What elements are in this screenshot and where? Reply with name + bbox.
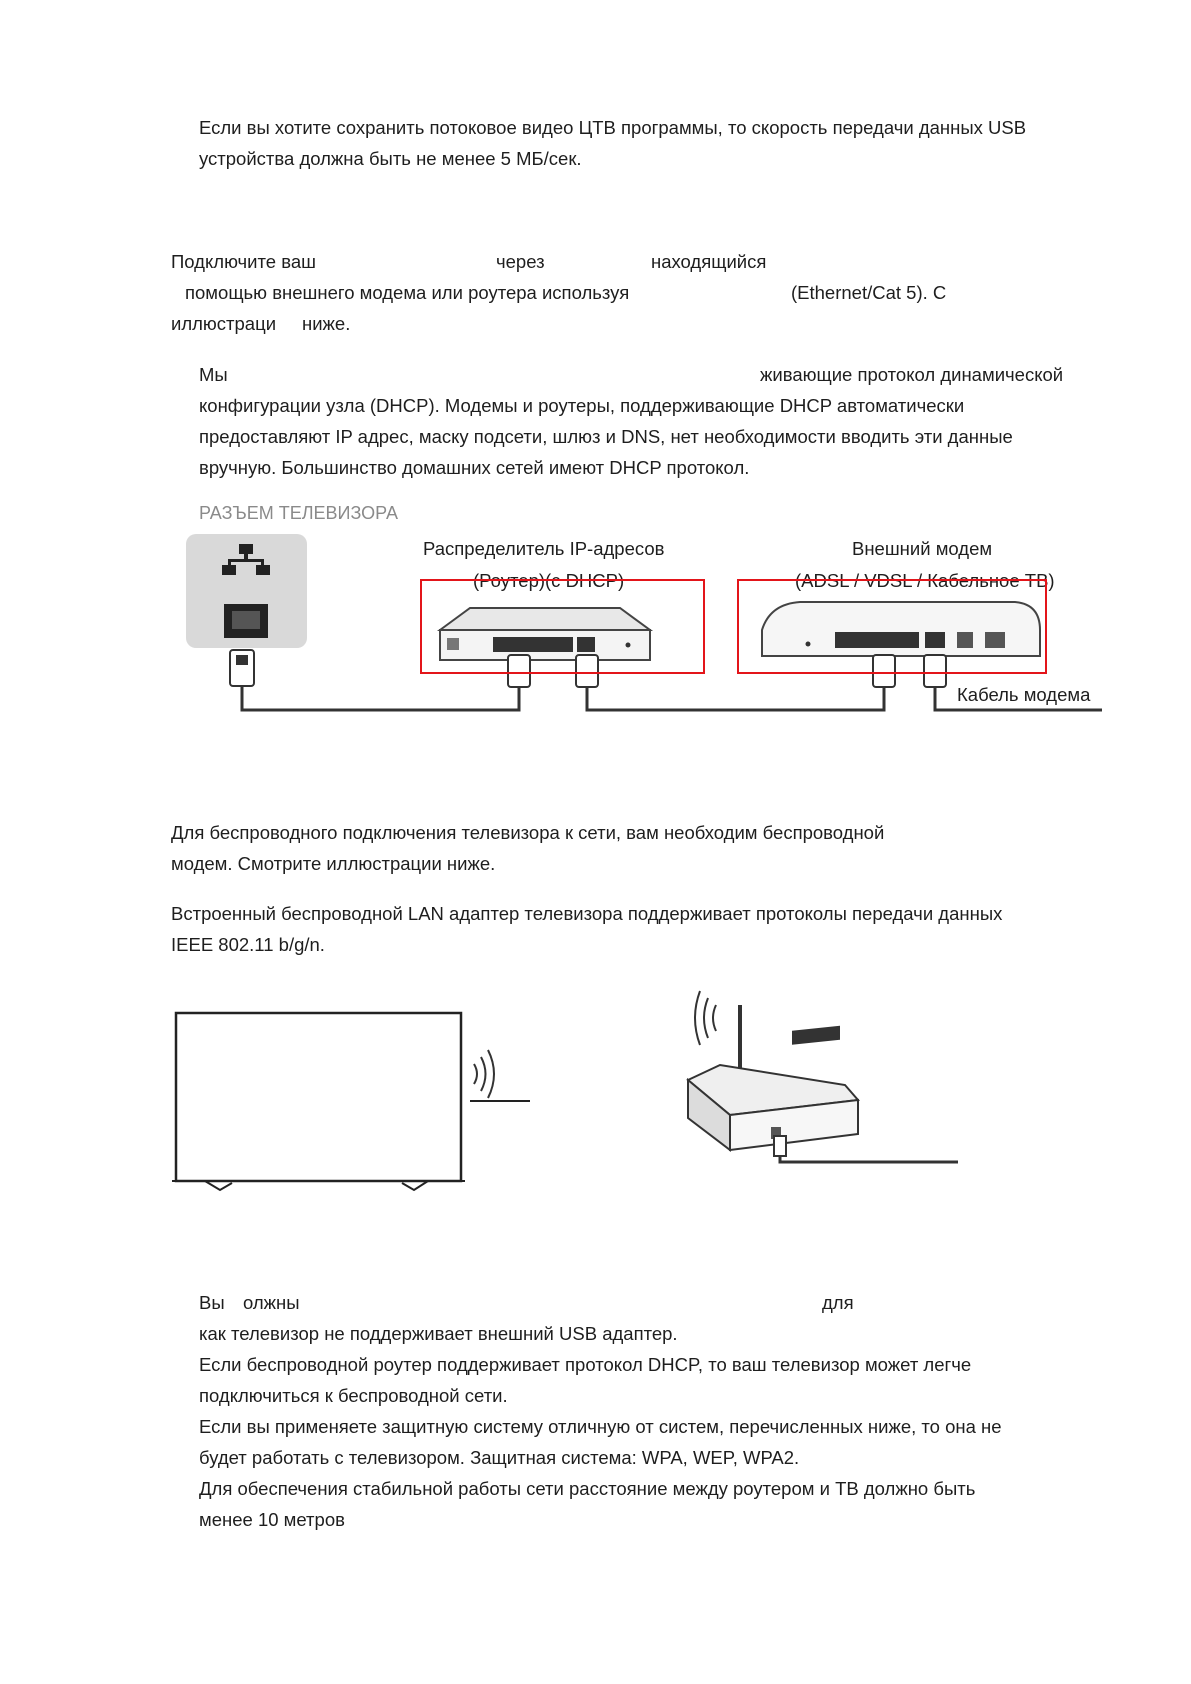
dhcp-note-4: вручную. Большинство домашних сетей имеют DHCP протокол. [199, 457, 750, 478]
wireless-text-3: Встроенный беспроводной LAN адаптер телевизора поддерживает протоколы передачи данных [171, 903, 1003, 924]
dhcp-note-3: предоставляют IP адрес, маску подсети, шлюз и DNS, нет необходимости вводить эти данные [199, 426, 1013, 447]
dhcp-note-1a: Мы [199, 364, 228, 385]
wired-text-2a: помощью внешнего модема или роутера используя [185, 282, 630, 303]
wired-text-1b: через [496, 251, 545, 272]
modem-cable-label: Кабель модема [957, 684, 1091, 705]
notes-3: Если беспроводной роутер поддерживает протокол DHCP, то ваш телевизор может легче [199, 1354, 972, 1375]
router-label-2: (Роутер)(с DHCP) [473, 570, 625, 591]
tv-wifi-signal-icon [474, 1050, 494, 1098]
usb-note-line-2: устройства должна быть не менее 5 МБ/сек. [199, 148, 582, 169]
wired-text-2b: (Ethernet/Cat 5). С [791, 282, 947, 303]
notes-7: Для обеспечения стабильной работы сети расстояние между роутером и ТВ должно быть [199, 1478, 976, 1499]
router-wifi-signal-icon [695, 991, 716, 1045]
router-label-1: Распределитель IP-адресов [423, 538, 665, 559]
notes-5: Если вы применяете защитную систему отличную от систем, перечисленных ниже, то она не [199, 1416, 1002, 1437]
notes-6: будет работать с телевизором. Защитная система: WPA, WEP, WPA2. [199, 1447, 800, 1468]
usb-note-line-1: Если вы хотите сохранить потоковое видео ЦТВ программы, то скорость передачи данных USB [199, 117, 1027, 138]
dhcp-note-1b: живающие протокол динамической [760, 364, 1064, 385]
wired-text-3b: ниже. [302, 313, 351, 334]
tv-port-caption: РАЗЪЕМ ТЕЛЕВИЗОРА [199, 503, 398, 523]
notes-1a: Вы [199, 1292, 225, 1313]
notes-4: подключиться к беспроводной сети. [199, 1385, 508, 1406]
modem-label-2: (ADSL / VDSL / Кабельное ТВ) [795, 570, 1055, 591]
wired-text-1c: находящийся [651, 251, 767, 272]
tv-illustration [172, 1013, 465, 1190]
wireless-text-4: IEEE 802.11 b/g/n. [171, 934, 325, 955]
notes-2: как телевизор не поддерживает внешний USB адаптер. [199, 1323, 678, 1344]
wireless-text-1: Для беспроводного подключения телевизора к сети, вам необходим беспроводной [171, 822, 885, 843]
notes-8: менее 10 метров [199, 1509, 345, 1530]
modem-label-1: Внешний модем [852, 538, 993, 559]
notes-1c: для [822, 1292, 854, 1313]
notes-1b: олжны [243, 1292, 300, 1313]
wired-text-1a: Подключите ваш [171, 251, 316, 272]
wireless-text-2: модем. Смотрите иллюстрации ниже. [171, 853, 496, 874]
dhcp-note-2: конфигурации узла (DHCP). Модемы и роутеры, поддерживающие DHCP автоматически [199, 395, 965, 416]
wired-text-3a: иллюстраци [171, 313, 277, 334]
